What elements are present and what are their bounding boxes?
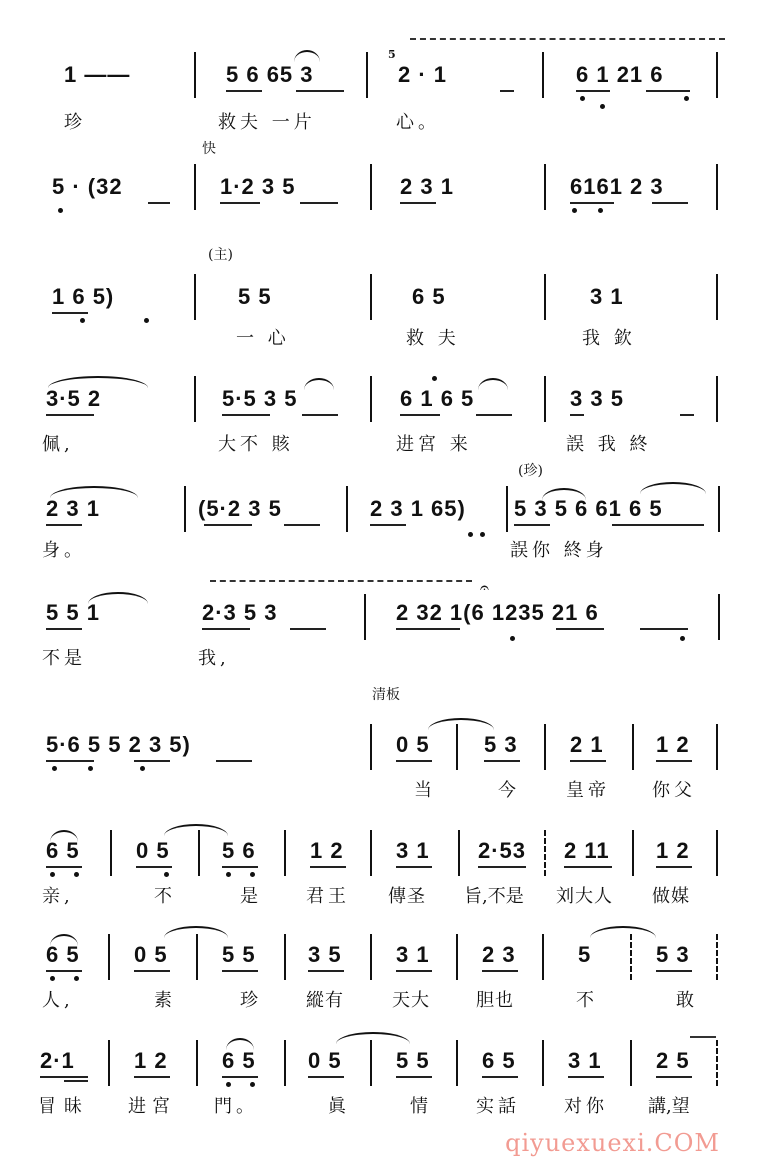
lyrics: 皇帝	[566, 780, 610, 801]
underline	[222, 866, 258, 868]
underline	[482, 970, 518, 972]
measure-notes: 5 · (32	[52, 174, 123, 199]
low-octave-dot	[58, 208, 63, 213]
bar-line	[542, 1040, 544, 1086]
lyrics: 心。	[396, 112, 440, 133]
bar-line	[196, 1040, 198, 1086]
underline	[396, 760, 432, 762]
measure-notes: 5 6	[222, 838, 256, 863]
bar-line	[284, 830, 286, 876]
underline	[308, 970, 344, 972]
underline	[476, 414, 512, 416]
staff-row-3	[0, 247, 760, 380]
underline	[308, 1076, 344, 1078]
underline	[570, 202, 614, 204]
low-octave-dot	[684, 96, 689, 101]
measure-notes: (5·2 3 5	[198, 496, 282, 521]
underline	[222, 1076, 258, 1078]
measure-notes: 5 5	[396, 1048, 430, 1073]
underline	[400, 202, 436, 204]
staff-row-7	[0, 687, 760, 834]
measure-notes: 2·3 5 3	[202, 600, 278, 625]
fermata-icon: 𝄐	[480, 578, 489, 597]
bar-line	[194, 52, 196, 98]
lyrics: 傳圣	[388, 886, 426, 907]
low-octave-dot	[510, 636, 515, 641]
underline	[646, 90, 690, 92]
repeat-bracket	[690, 1036, 716, 1038]
low-octave-dot	[468, 532, 473, 537]
underline	[134, 1076, 170, 1078]
bar-line	[544, 376, 546, 422]
bar-line	[716, 52, 718, 98]
staff-row-4	[0, 376, 760, 486]
measure-notes: 3 5	[308, 942, 342, 967]
bar-line	[194, 274, 196, 320]
underline	[222, 970, 258, 972]
lyrics: 縱有	[306, 990, 344, 1011]
underline	[40, 1076, 88, 1078]
lyrics: 进宮	[128, 1096, 176, 1117]
measure-notes: 3 3 5	[570, 386, 624, 411]
underline	[570, 760, 606, 762]
measure-notes: 2 1	[570, 732, 604, 757]
bar-line	[196, 934, 198, 980]
bar-line	[542, 934, 544, 980]
lyrics: 素	[154, 990, 176, 1011]
grace-note: 5	[388, 48, 396, 61]
underline	[396, 628, 460, 630]
lyrics: 佩,	[42, 434, 74, 455]
underline	[136, 866, 172, 868]
lyrics: 不是	[42, 648, 86, 669]
underline	[52, 312, 88, 314]
measure-notes: 3 1	[396, 838, 430, 863]
measure-notes: 5 3	[484, 732, 518, 757]
low-octave-dot	[80, 318, 85, 323]
bar-line	[632, 724, 634, 770]
measure-notes: 2·53	[478, 838, 527, 863]
underline	[46, 628, 82, 630]
lyrics: 我,	[198, 648, 230, 669]
underline	[370, 524, 406, 526]
lyrics: 不	[576, 990, 598, 1011]
bar-line	[716, 376, 718, 422]
slur	[478, 378, 508, 390]
underline	[396, 866, 432, 868]
measure-notes: 0 5	[396, 732, 430, 757]
measure-notes: 5 3 5 6 61 6 5	[514, 496, 663, 521]
underline	[568, 1076, 604, 1078]
low-octave-dot	[226, 872, 231, 877]
measure-notes: 3 1	[396, 942, 430, 967]
measure-notes: 2 11	[564, 838, 610, 863]
lyrics: 珍	[240, 990, 262, 1011]
underline	[396, 970, 432, 972]
role-mark: (主)	[208, 247, 233, 263]
measure-notes: 2 3	[482, 942, 516, 967]
lyrics: 誤你 終身	[510, 540, 608, 561]
measure-notes: 1 2	[656, 838, 690, 863]
slur	[294, 50, 320, 62]
low-octave-dot	[88, 766, 93, 771]
lyrics: 人,	[42, 990, 74, 1011]
underline	[570, 414, 584, 416]
bar-line	[716, 1040, 718, 1086]
measure-notes: 6 5	[482, 1048, 516, 1073]
measure-notes: 5·5 3 5	[222, 386, 298, 411]
bar-line	[194, 164, 196, 210]
bar-line	[364, 594, 366, 640]
low-octave-dot	[598, 208, 603, 213]
bar-line	[456, 724, 458, 770]
bar-line	[370, 724, 372, 770]
low-octave-dot	[164, 872, 169, 877]
measure-notes: 5 6 65 3	[226, 62, 314, 87]
measure-notes: 2·1	[40, 1048, 75, 1073]
bar-line	[370, 1040, 372, 1086]
lyrics: 对你	[564, 1096, 608, 1117]
bar-line	[544, 724, 546, 770]
measure-notes: 6 5	[412, 284, 446, 309]
lyrics: 刘大人	[556, 886, 613, 907]
slur	[304, 378, 334, 390]
bar-line	[630, 1040, 632, 1086]
high-octave-dot	[432, 376, 437, 381]
lyrics: 今	[498, 780, 520, 801]
lyrics: 胆也	[476, 990, 514, 1011]
underline	[290, 628, 326, 630]
underline	[612, 524, 704, 526]
measure-notes: 2 5	[656, 1048, 690, 1073]
bar-line	[284, 934, 286, 980]
underline	[500, 90, 514, 92]
bar-line	[108, 1040, 110, 1086]
underline	[134, 760, 170, 762]
underline	[680, 414, 694, 416]
measure-notes: 6 5	[46, 838, 80, 863]
measure-notes: 5	[578, 942, 592, 967]
lyrics: 講,望	[648, 1096, 690, 1117]
lyrics: 身。	[42, 540, 86, 561]
watermark: qiyuexuexi.COM	[505, 1129, 720, 1157]
bar-line	[456, 1040, 458, 1086]
bar-line	[506, 486, 508, 532]
underline	[656, 1076, 692, 1078]
bar-line	[346, 486, 348, 532]
lyrics: 眞	[328, 1096, 350, 1117]
measure-notes: 2 · 1	[398, 62, 448, 87]
measure-notes: 0 5	[134, 942, 168, 967]
lyrics: 君王	[306, 886, 350, 907]
underline	[656, 760, 692, 762]
bar-line	[716, 724, 718, 770]
underline	[46, 970, 82, 972]
staff-row-9	[0, 934, 760, 1044]
measure-notes: 2 3 1	[46, 496, 100, 521]
low-octave-dot	[572, 208, 577, 213]
low-octave-dot	[74, 976, 79, 981]
measure-notes: 3 1	[590, 284, 624, 309]
bar-line	[716, 934, 718, 980]
lyrics: 門。	[214, 1096, 258, 1117]
lyrics: 救夫 一片	[218, 112, 316, 133]
underline	[656, 970, 692, 972]
underline	[216, 760, 252, 762]
measure-notes: 2 3 1 65)	[370, 496, 466, 521]
low-octave-dot	[140, 766, 145, 771]
low-octave-dot	[50, 976, 55, 981]
measure-notes: 5 5	[222, 942, 256, 967]
bar-line	[198, 830, 200, 876]
underline	[222, 414, 270, 416]
low-octave-dot	[226, 1082, 231, 1087]
bar-line	[542, 52, 544, 98]
underline	[226, 90, 262, 92]
bar-line	[456, 934, 458, 980]
measure-notes: 5·6 5 5 2 3 5)	[46, 732, 191, 757]
underline	[478, 866, 526, 868]
bar-line	[370, 164, 372, 210]
measure-notes: 1 2	[310, 838, 344, 863]
lyrics: 你父	[652, 780, 696, 801]
measure-notes: 1 6 5)	[52, 284, 115, 309]
bar-line	[110, 830, 112, 876]
lyrics: 情	[410, 1096, 432, 1117]
bar-line	[632, 830, 634, 876]
measure-notes: 6 1 21 6	[576, 62, 664, 87]
measure-notes: 0 5	[136, 838, 170, 863]
measure-notes: 6 1 6 5	[400, 386, 475, 411]
repeat-bracket	[210, 580, 472, 582]
lyrics: 我 欽	[582, 328, 636, 349]
underline	[514, 524, 550, 526]
bar-line	[370, 274, 372, 320]
underline	[46, 414, 94, 416]
bar-line	[544, 830, 546, 876]
slur	[428, 718, 494, 730]
role-mark: (珍)	[518, 463, 543, 479]
lyrics: 誤 我 終	[566, 434, 652, 455]
bar-line	[184, 486, 186, 532]
lyrics: 实話	[476, 1096, 520, 1117]
lyrics: 救 夫	[406, 328, 460, 349]
bar-line	[716, 274, 718, 320]
staff-row-8	[0, 830, 760, 940]
measure-notes: 5 5	[238, 284, 272, 309]
measure-notes: 1·2 3 5	[220, 174, 296, 199]
measure-notes: 3 1	[568, 1048, 602, 1073]
tempo-mark: 清板	[372, 687, 400, 703]
bar-line	[718, 594, 720, 640]
staff-row-1	[0, 48, 760, 158]
bar-line	[370, 376, 372, 422]
bar-line	[716, 830, 718, 876]
measure-notes: 1 2	[134, 1048, 168, 1073]
underline	[46, 866, 82, 868]
underline	[652, 202, 688, 204]
bar-line	[544, 164, 546, 210]
bar-line	[284, 1040, 286, 1086]
low-octave-dot	[680, 636, 685, 641]
underline	[640, 628, 688, 630]
bar-line	[544, 274, 546, 320]
low-octave-dot	[250, 872, 255, 877]
low-octave-dot	[144, 318, 149, 323]
bar-line	[108, 934, 110, 980]
underline	[148, 202, 170, 204]
underline	[202, 628, 250, 630]
underline	[64, 1080, 88, 1082]
low-octave-dot	[52, 766, 57, 771]
lyrics: 做媒	[652, 886, 690, 907]
lyrics: 一 心	[236, 328, 290, 349]
underline	[296, 90, 344, 92]
lyrics: 是	[240, 886, 262, 907]
underline	[310, 866, 346, 868]
staff-row-2	[0, 141, 760, 270]
underline	[46, 524, 82, 526]
bar-line	[716, 164, 718, 210]
underline	[656, 866, 692, 868]
underline	[134, 970, 170, 972]
measure-notes: 2 32 1(6 1235 21 6	[396, 600, 599, 625]
underline	[300, 202, 338, 204]
measure-notes: 3·5 2	[46, 386, 102, 411]
lyrics: 旨,不是	[464, 886, 524, 907]
lyrics: 珍	[64, 112, 86, 133]
bar-line	[630, 934, 632, 980]
underline	[564, 866, 612, 868]
lyrics: 不	[154, 886, 176, 907]
underline	[396, 1076, 432, 1078]
bar-line	[370, 830, 372, 876]
underline	[556, 628, 604, 630]
measure-notes: 6 5	[46, 942, 80, 967]
measure-notes: 0 5	[308, 1048, 342, 1073]
lyrics: 天大	[392, 990, 430, 1011]
bar-line	[718, 486, 720, 532]
tempo-mark: 快	[202, 141, 216, 157]
lyrics: 当	[414, 780, 436, 801]
measure-notes: 6161 2 3	[570, 174, 664, 199]
bar-line	[366, 52, 368, 98]
measure-notes: 1 ——	[64, 62, 131, 87]
underline	[400, 414, 440, 416]
measure-notes: 5 5 1	[46, 600, 100, 625]
low-octave-dot	[250, 1082, 255, 1087]
underline	[484, 760, 520, 762]
low-octave-dot	[600, 104, 605, 109]
underline	[302, 414, 338, 416]
low-octave-dot	[50, 872, 55, 877]
repeat-bracket	[410, 38, 725, 40]
low-octave-dot	[74, 872, 79, 877]
measure-notes: 5 3	[656, 942, 690, 967]
underline	[46, 760, 94, 762]
underline	[284, 524, 320, 526]
low-octave-dot	[580, 96, 585, 101]
measure-notes: 2 3 1	[400, 174, 454, 199]
underline	[204, 524, 252, 526]
underline	[482, 1076, 518, 1078]
bar-line	[194, 376, 196, 422]
underline	[220, 202, 260, 204]
lyrics: 亲,	[42, 886, 74, 907]
bar-line	[458, 830, 460, 876]
measure-notes: 6 5	[222, 1048, 256, 1073]
lyrics: 敢	[676, 990, 698, 1011]
low-octave-dot	[480, 532, 485, 537]
lyrics: 冒昧	[38, 1096, 90, 1117]
underline	[576, 90, 610, 92]
lyrics: 大不 賅	[218, 434, 294, 455]
measure-notes: 1 2	[656, 732, 690, 757]
bar-line	[370, 934, 372, 980]
lyrics: 进宮 来	[396, 434, 472, 455]
